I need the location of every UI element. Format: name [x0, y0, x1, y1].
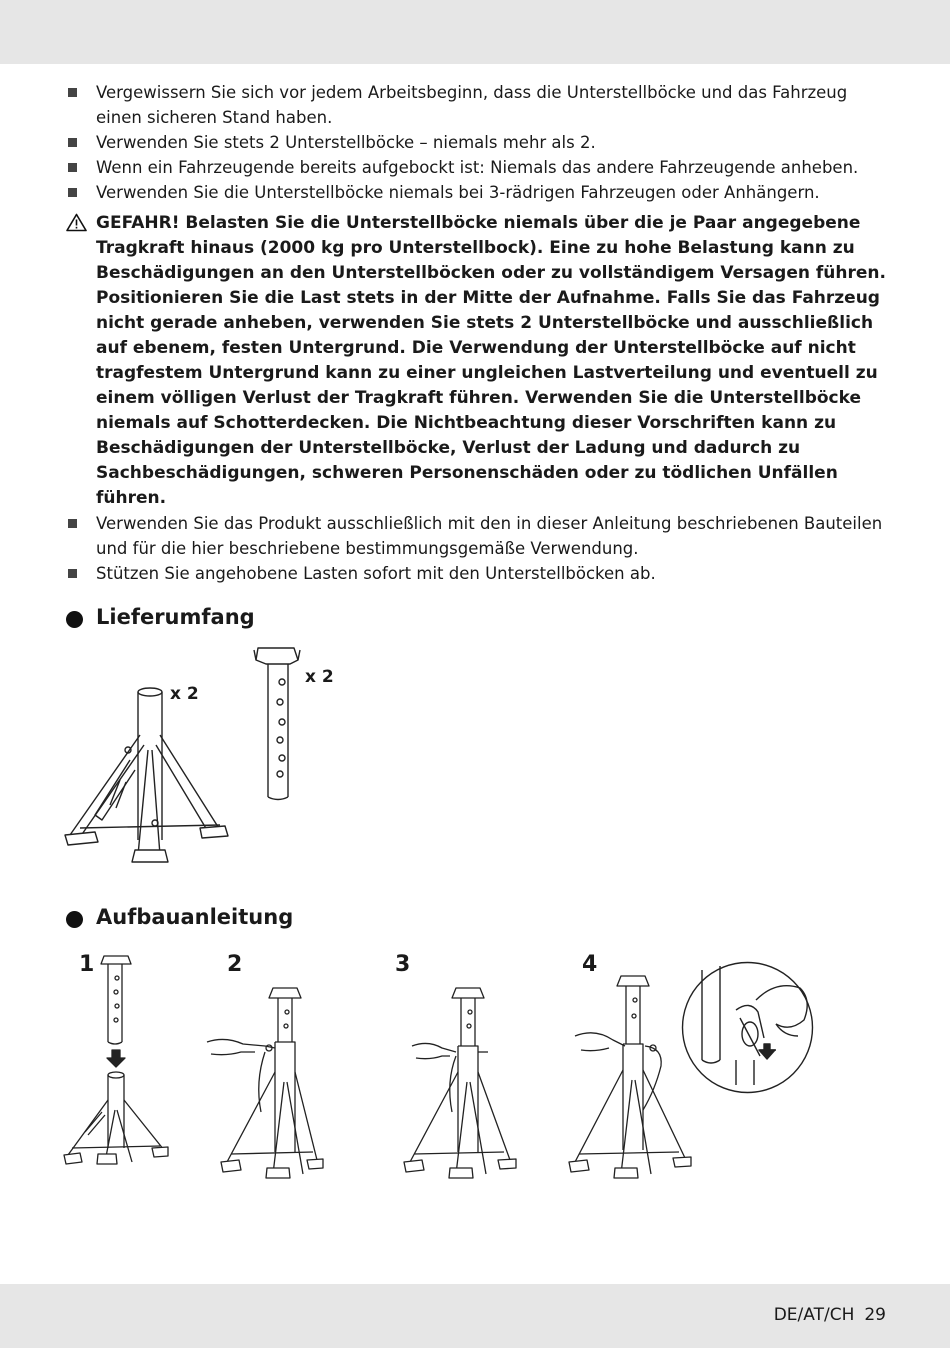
quantity-label-stand: x 2 — [170, 684, 199, 704]
list-item: Wenn ein Fahrzeugende bereits aufgebockt ist: Niemals das andere Fahrzeugende anheben. — [66, 155, 888, 180]
page-footer — [764, 1305, 886, 1325]
list-item: Vergewissern Sie sich vor jedem Arbeitsbeginn, dass die Unterstellböcke und das Fahrzeug einen sicheren Stand haben. — [66, 80, 888, 130]
bullet-square — [68, 138, 77, 147]
step-3-illustration — [400, 982, 520, 1182]
pin-detail-illustration — [680, 960, 815, 1095]
step-number-4: 4 — [582, 952, 598, 977]
lifting-post-illustration — [250, 642, 306, 802]
step-2-illustration — [205, 982, 325, 1182]
bullet-square — [68, 569, 77, 578]
step-number-3: 3 — [395, 952, 411, 977]
warning-triangle-icon — [66, 213, 87, 232]
list-item: Verwenden Sie stets 2 Unterstellböcke – niemals mehr als 2. — [66, 130, 888, 155]
bullet-square — [68, 88, 77, 97]
list-item: Verwenden Sie das Produkt ausschließlich mit den in dieser Anleitung beschriebenen Bauteilen und für die hier beschriebene bestimmungsgemäße Verwendung. — [66, 511, 888, 561]
safety-text — [66, 80, 888, 586]
step-1-illustration — [60, 950, 170, 1170]
quantity-label-post: x 2 — [305, 667, 334, 687]
page-number: 29 — [864, 1305, 886, 1325]
heading-dot — [66, 611, 83, 628]
bullet-square — [68, 188, 77, 197]
step-number-2: 2 — [227, 952, 243, 977]
bullet-square — [68, 519, 77, 528]
bullet-square — [68, 163, 77, 172]
step-number-1: 1 — [79, 952, 95, 977]
jack-stand-illustration — [60, 640, 240, 875]
danger-warning: GEFAHR! Belasten Sie die Unterstellböcke niemals über die je Paar angegebene Tragkraft hinaus (2000 kg pro Unterstellbock). Eine zu hohe Belastung kann zu Beschädigungen an den Unterstellböcken oder zu vollständigem Versagen führen. Positionieren Sie die Last stets in der Mitte der Aufnahme. Falls Sie das Fahrzeug nicht gerade anheben, verwenden Sie stets 2 Unterstellböcke und ausschließlich auf ebenem, festen Untergrund. Die Verwendung der Unterstellböcke auf nicht tragfestem Untergrund kann zu einer ungleichen Lastverteilung und eventuell zu einem völligen Verlust der Tragkraft führen. Verwenden Sie die Unterstellböcke niemals auf Schotterdecken. Die Nichtbeachtung dieser Vorschriften kann zu Beschädigungen der Unterstellböcke, Verlust der Ladung und dadurch zu Sachbeschädigungen, schweren Personenschäden oder zu tödlichen Unfällen führen. — [66, 211, 888, 511]
list-item: Stützen Sie angehobene Lasten sofort mit den Unterstellböcken ab. — [66, 561, 888, 586]
list-item: Verwenden Sie die Unterstellböcke niemals bei 3-rädrigen Fahrzeugen oder Anhängern. — [66, 180, 888, 205]
heading-dot — [66, 911, 83, 928]
footer-region: DE/AT/CH — [773, 1305, 855, 1325]
header-band — [0, 0, 950, 64]
